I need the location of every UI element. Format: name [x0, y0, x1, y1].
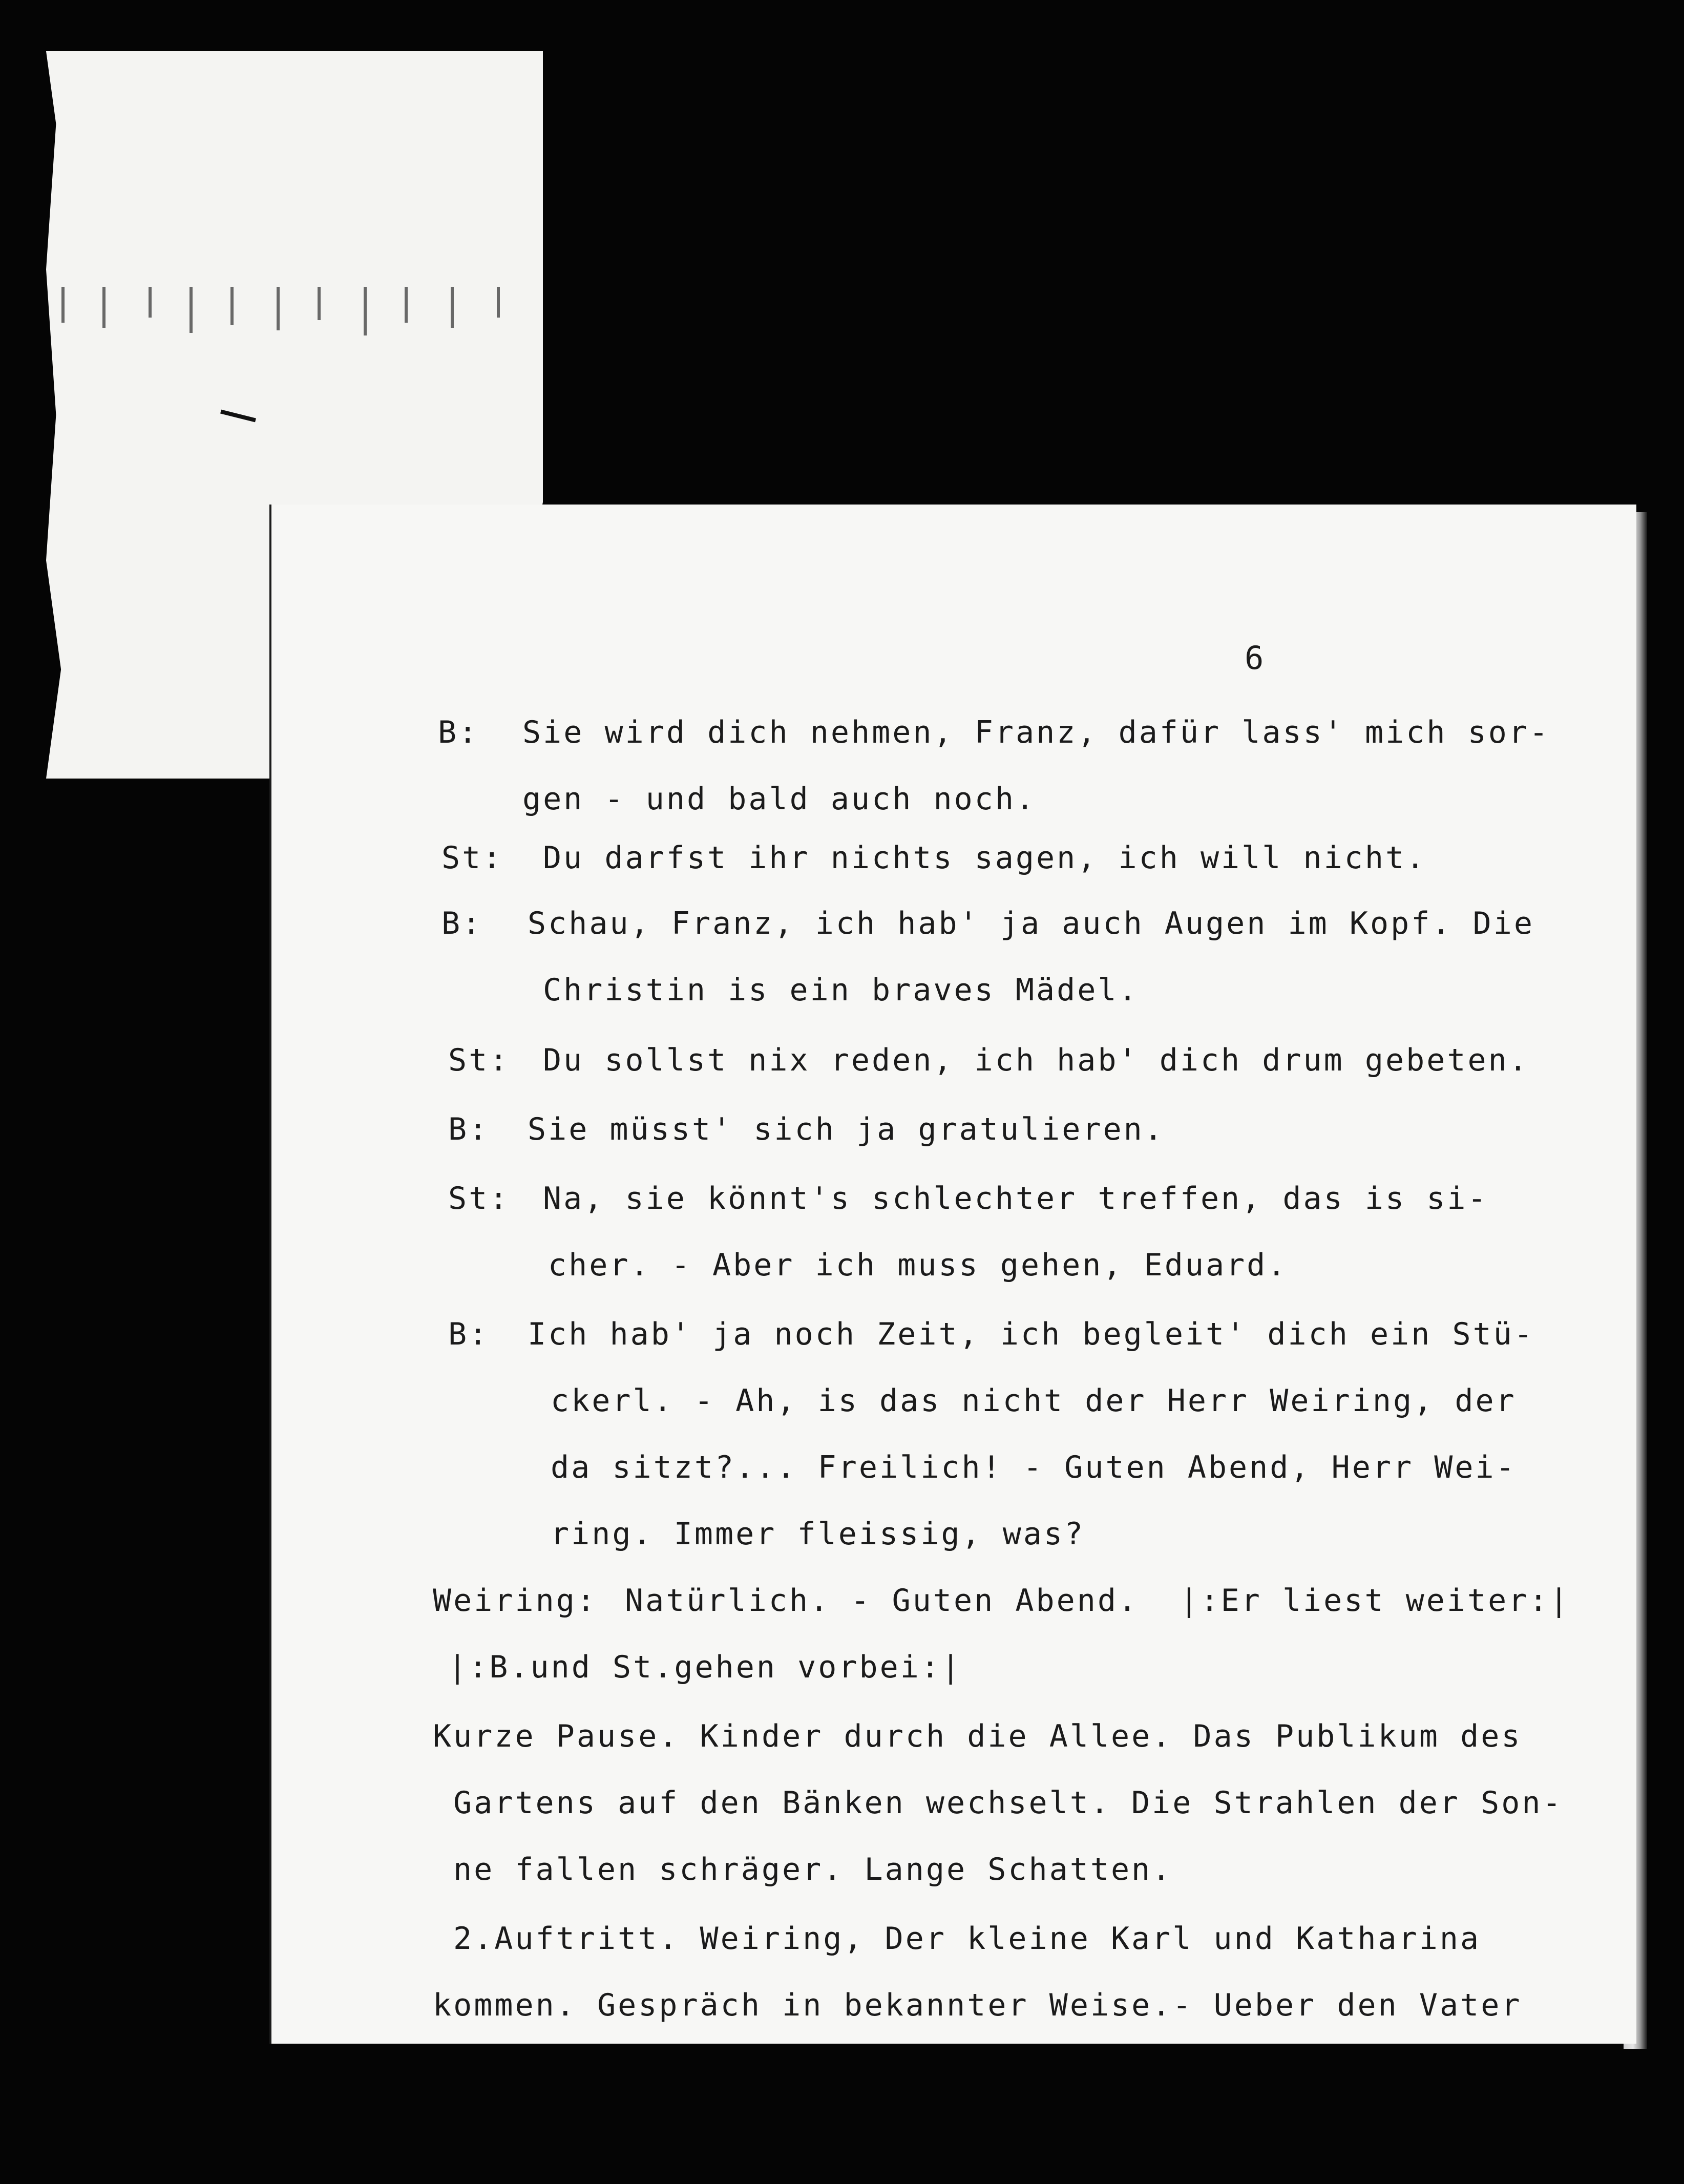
dialogue-line: Du sollst nix reden, ich hab' dich drum gebeten. — [543, 1042, 1529, 1078]
dialogue-line: Sie müsst' sich ja gratulieren. — [528, 1111, 1165, 1147]
page-number: 6 — [1245, 639, 1266, 677]
dialogue-line: da sitzt?... Freilich! - Guten Abend, Herr Wei- — [551, 1450, 1517, 1485]
dialogue-line: Du darfst ihr nichts sagen, ich will nicht. — [543, 840, 1427, 876]
typewritten-page — [271, 505, 1636, 2044]
speaker-label: St: — [448, 1042, 510, 1078]
dialogue-line: |:B.und St.gehen vorbei:| — [448, 1649, 962, 1685]
dialogue-line: Christin is ein braves Mädel. — [543, 972, 1139, 1008]
speaker-label: Weiring: — [433, 1583, 597, 1619]
speaker-label: St: — [441, 840, 503, 876]
speaker-label: St: — [448, 1181, 510, 1216]
dialogue-line: ckerl. - Ah, is das nicht der Herr Weiring, der — [551, 1383, 1517, 1419]
speaker-label: B: — [441, 906, 483, 941]
dialogue-line: cher. - Aber ich muss gehen, Eduard. — [548, 1247, 1288, 1283]
dialogue-line: Ich hab' ja noch Zeit, ich begleit' dich ein Stü- — [528, 1316, 1535, 1352]
stage-direction-line: Kurze Pause. Kinder durch die Allee. Das Publikum des — [433, 1718, 1522, 1754]
stage-direction-line: Gartens auf den Bänken wechselt. Die Strahlen der Son- — [453, 1785, 1563, 1821]
dialogue-line: ring. Immer fleissig, was? — [551, 1516, 1085, 1552]
dialogue-line: Schau, Franz, ich hab' ja auch Augen im Kopf. Die — [528, 906, 1535, 941]
dialogue-line: Sie wird dich nehmen, Franz, dafür lass' mich sor- — [522, 715, 1550, 750]
speaker-label: B: — [448, 1111, 490, 1147]
speaker-label: B: — [438, 715, 479, 750]
stage-direction-line: 2.Auftritt. Weiring, Der kleine Karl und Katharina — [453, 1921, 1481, 1957]
stage-direction-line: kommen. Gespräch in bekannter Weise.- Ueber den Vater — [433, 1987, 1522, 2023]
dialogue-line: gen - und bald auch noch. — [522, 781, 1037, 817]
stage-direction-line: ne fallen schräger. Lange Schatten. — [453, 1852, 1173, 1887]
dialogue-line: Na, sie könnt's schlechter treffen, das is si- — [543, 1181, 1488, 1216]
speaker-label: B: — [448, 1316, 490, 1352]
dialogue-line: Natürlich. - Guten Abend. |:Er liest weiter:| — [625, 1583, 1570, 1619]
faint-slip-marks — [61, 287, 522, 343]
page-content — [271, 505, 1636, 2044]
